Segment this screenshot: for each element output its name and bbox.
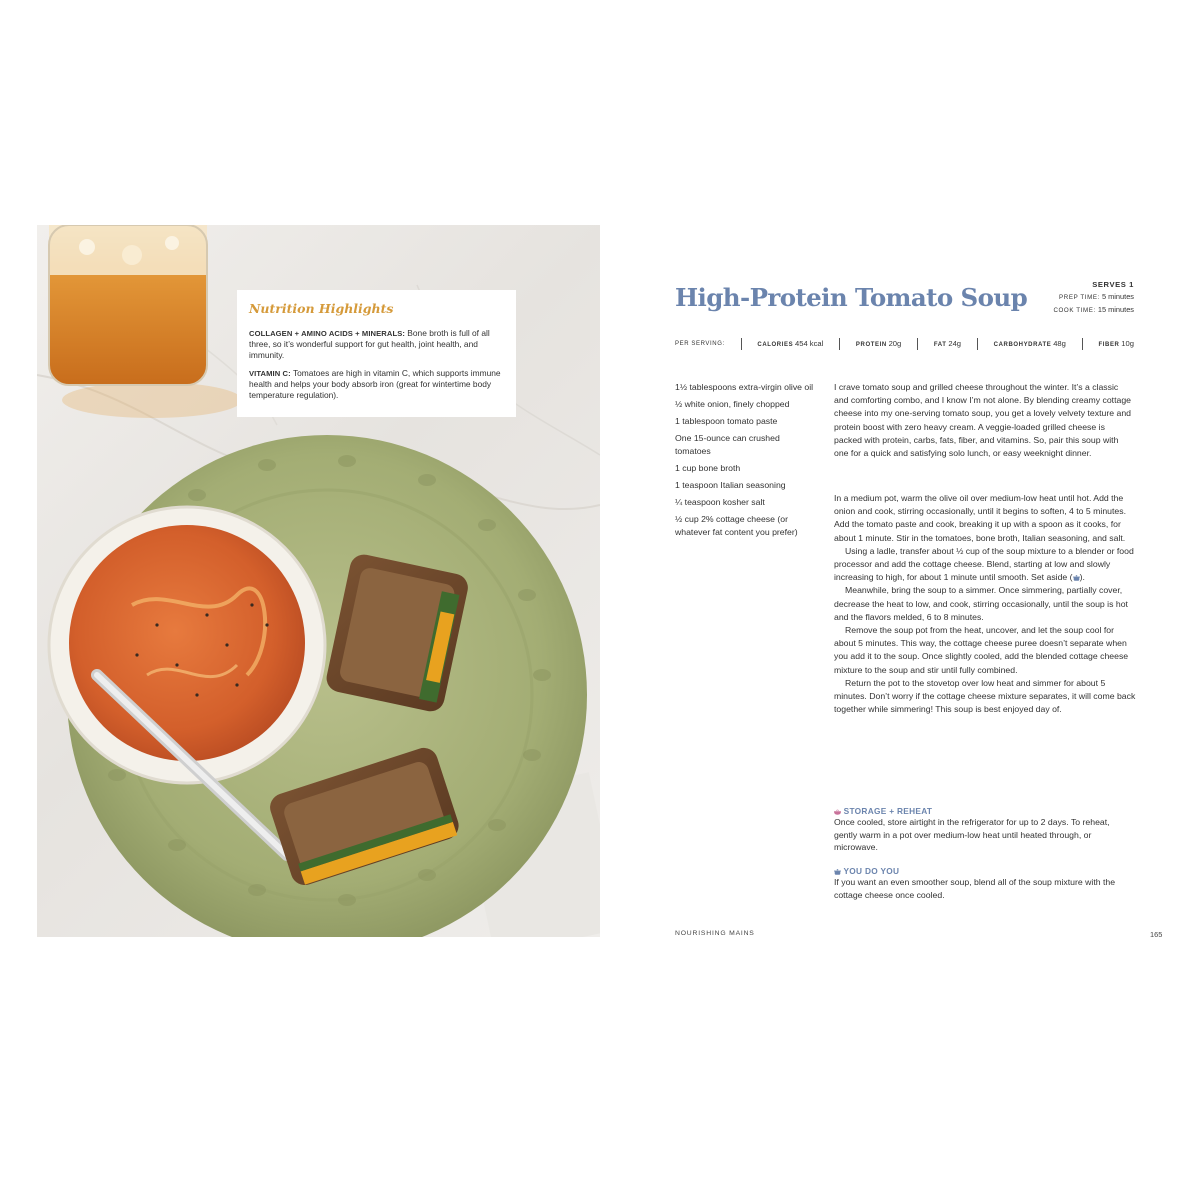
step-text: Using a ladle, transfer about ½ cup of the soup mixture to a blender or food processor and add the cottage cheese. Blend, starting at low and slowly increasing to high, for about 1 minute until smooth. Set aside ( xyxy=(834,545,1134,583)
you-do-you-heading xyxy=(834,866,1124,876)
recipe-title: High-Protein Tomato Soup xyxy=(675,283,1028,312)
storage-heading xyxy=(834,806,1124,816)
nutrient-value: 10g xyxy=(1121,339,1134,348)
nutrition-item-text: Tomatoes are high in vitamin C, which supports immune health and helps your body absorb iron (great for wintertime body temperature regulation). xyxy=(249,367,501,401)
nutrition-item-label: VITAMIN C: xyxy=(249,368,291,378)
ingredient-item: 1 teaspoon Italian seasoning xyxy=(675,480,786,491)
nutrient-key: CARBOHYDRATE xyxy=(993,342,1052,348)
nutrient-calories xyxy=(757,339,823,348)
you-do-you-section xyxy=(834,866,1124,901)
cook-time xyxy=(1053,304,1134,317)
storage-body: Once cooled, store airtight in the refrigerator for up to 2 days. To reheat, gently warm in a pot over medium-low heat until heated through, or microwave. xyxy=(834,817,1110,853)
step-text: ). xyxy=(1079,572,1085,583)
divider xyxy=(917,338,918,350)
step-paragraph: In a medium pot, warm the olive oil over medium-low heat until hot. Add the onion and cook, stirring occasionally, until it begins to soften, 4 to 5 minutes. Add the tomato paste and cook, breaking it up with a spoon as it cooks, for about 1 minute. Stir in the tomatoes, bone broth, Italian seasoning, and salt. xyxy=(834,493,1126,543)
step-paragraph: Remove the soup pot from the heat, uncover, and let the soup cool for about 5 minutes. This way, the cottage cheese puree doesn’t separate when you add it to the soup. Once slightly cooled, add the blended cottage cheese mixture to the soup and stir until fully combined. xyxy=(834,625,1129,675)
nutrient-value: 24g xyxy=(948,339,962,348)
storage-heading-text: STORAGE + REHEAT xyxy=(843,806,933,816)
ingredient-item: 1½ tablespoons extra-virgin olive oil xyxy=(675,382,814,392)
beer-glass-image xyxy=(49,225,207,385)
nutrient-key: PROTEIN xyxy=(855,342,887,348)
divider xyxy=(977,338,978,350)
bowl-icon xyxy=(834,809,841,815)
ingredient-item: 1 cup bone broth xyxy=(675,462,741,473)
nutrient-value: 454 kcal xyxy=(795,339,824,348)
pot-icon xyxy=(1073,575,1080,581)
you-do-you-heading-text: YOU DO YOU xyxy=(843,866,900,876)
divider xyxy=(839,338,840,350)
step-paragraph: Return the pot to the stovetop over low heat and simmer for about 5 minutes. Don’t worry if the cottage cheese mixture separates, it will come back together while simmering! This soup is best enjoyed day of. xyxy=(834,677,1136,715)
nutrient-value: 20g xyxy=(888,339,902,348)
nutrient-protein xyxy=(856,339,901,348)
nutrition-item-text: Bone broth is full of all three, so it’s wonderful support for gut health, joint health, and immunity. xyxy=(249,328,490,361)
ingredient-list xyxy=(675,381,815,543)
prep-time xyxy=(1053,291,1134,304)
ingredient-item: ½ cup 2% cottage cheese (or whatever fat content you prefer) xyxy=(675,514,798,537)
per-serving-bar xyxy=(675,336,1134,351)
nutrition-item-label: COLLAGEN + AMINO ACIDS + MINERALS: xyxy=(249,329,405,338)
nutrient-carbohydrate xyxy=(994,339,1066,348)
you-do-you-body: If you want an even smoother soup, blend all of the soup mixture with the cottage cheese once cooled. xyxy=(834,877,1116,900)
nutrient-key: FIBER xyxy=(1098,342,1120,348)
serves-count: SERVES 1 xyxy=(1092,280,1134,289)
section-name-footer: NOURISHING MAINS xyxy=(675,930,755,937)
page-number: 165 xyxy=(1150,930,1163,939)
cook-time-label: COOK TIME: xyxy=(1053,307,1096,314)
beer-glass-shadow xyxy=(62,382,242,418)
nutrition-highlights-title: Nutrition Highlights xyxy=(249,301,394,316)
step-paragraph: Meanwhile, bring the soup to a simmer. Once simmering, partially cover, decrease the heat to low, and cook, stirring occasionally, until the soup is hot and the flavors melded, 6 to 8 minutes. xyxy=(834,585,1128,622)
step-paragraph xyxy=(834,545,1136,585)
storage-reheat-section xyxy=(834,806,1124,854)
prep-time-label: PREP TIME: xyxy=(1059,294,1100,301)
nutrition-item-collagen xyxy=(249,328,504,362)
prep-time-value: 5 minutes xyxy=(1101,292,1134,301)
ingredient-item: ½ white onion, finely chopped xyxy=(675,399,790,410)
nutrition-highlights-box xyxy=(237,290,516,417)
pot-icon xyxy=(834,869,841,875)
nutrition-item-vitamin-c xyxy=(249,368,504,402)
recipe-meta xyxy=(1053,279,1134,317)
nutrient-value: 48g xyxy=(1053,339,1066,348)
cook-time-value: 15 minutes xyxy=(1097,305,1134,314)
ingredient-item: One 15-ounce can crushed tomatoes xyxy=(675,433,780,456)
per-serving-label: PER SERVING: xyxy=(675,340,725,347)
recipe-steps xyxy=(834,492,1136,716)
nutrient-fat xyxy=(934,339,961,348)
divider xyxy=(741,338,742,350)
ingredient-item: ¼ teaspoon kosher salt xyxy=(675,497,765,508)
nutrient-key: FAT xyxy=(933,342,947,348)
divider xyxy=(1082,338,1083,350)
ingredient-item: 1 tablespoon tomato paste xyxy=(675,416,778,427)
recipe-intro: I crave tomato soup and grilled cheese throughout the winter. It’s a classic and comforting combo, and I know I’m not alone. By blending creamy cottage cheese into my one-serving tomato soup, you get a lovely velvety texture and protein boost with zero heavy cream. A veggie-loaded grilled cheese is packed with protein, carbs, fats, fiber, and vitamins. So, pair this soup with one for a quick and satisfying solo lunch, or easy weeknight dinner. xyxy=(834,382,1131,459)
soup-bowl-image xyxy=(49,507,325,783)
nutrient-fiber xyxy=(1098,339,1133,348)
nutrient-key: CALORIES xyxy=(757,342,794,348)
